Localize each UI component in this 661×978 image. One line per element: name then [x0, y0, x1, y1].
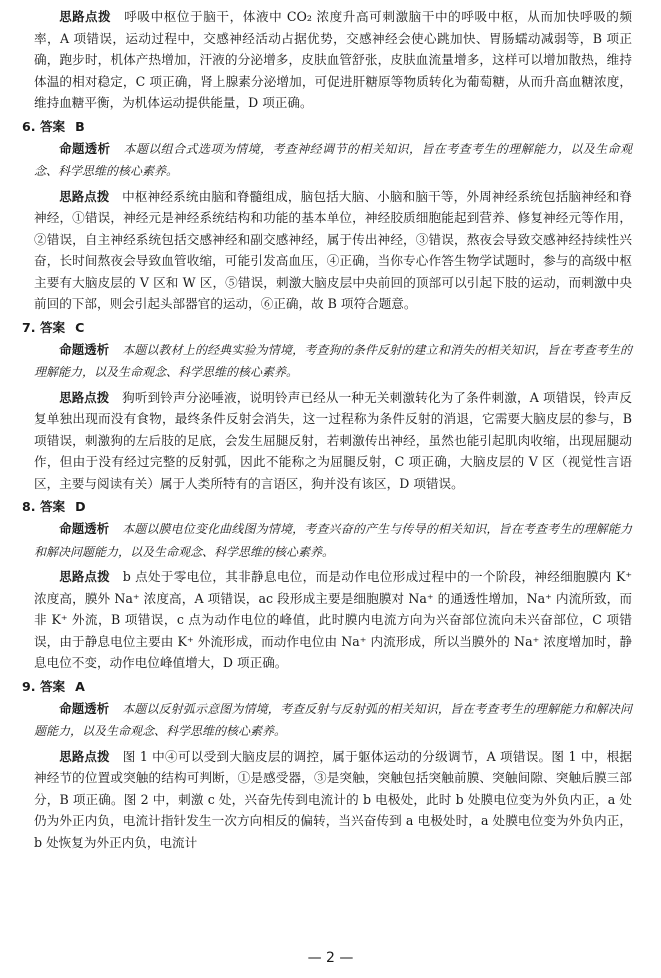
q7-analysis-text: 狗听到铃声分泌唾液，说明铃声已经从一种无关刺激转化为了条件刺激，A 项错误，铃声反复单独出现而没有食物，最终条件反射会消失，这一过程称为条件反射的消退，它需要大脑皮层的参与，B 项错误，刺激狗的左后肢的足底，会发生屈腿反射，若刺激传出神经，虽然也能引起肌肉收缩，出现屈腿动作，但由于没有经过完整的反射弧，因此不能称之为屈腿反射，C 项正确，大脑皮层的 V 区（视觉性言语区，主要与阅读有关）属于人类所特有的言语区，狗并没有该区，D 项错误。	[34, 389, 633, 491]
analysis-label: 思路点拨	[59, 748, 110, 764]
q5-analysis-text: 呼吸中枢位于脑干，体液中 CO₂ 浓度升高可刺激脑干中的呼吸中枢，从而加快呼吸的频率，A 项错误，运动过程中，交感神经活动占据优势，交感神经会使心跳加快、胃肠蠕动减弱等，B 项正确，跑步时，机体产热增加，汗液的分泌增多，皮肤血管舒张，皮肤血流量增多，这样可以增加散热，维持体温的相对稳定，C 项正确，肾上腺素分泌增加，可促进肝糖原等物质转化为葡萄糖，从而升高血糖浓度，维持血糖平衡，为机体运动提供能量，D 项正确。	[34, 9, 633, 110]
q7-analysis	[34, 387, 632, 495]
answer-label: 答案	[39, 118, 66, 134]
q8-number: 8.	[22, 499, 36, 514]
q6-answer: B	[75, 118, 85, 134]
q9-answer: A	[75, 678, 85, 694]
q9-analysis-text: 图 1 中④可以受到大脑皮层的调控，属于躯体运动的分级调节，A 项错误。图 1 中，根据神经节的位置或突触的结构可判断，①是感受器，③是突触，突触包括突触前膜、突触间隙、突触后膜三部分，B 项正确。图 2 中，刺激 c 处，兴奋先传到电流计的 b 电极处，此时 b 处膜电位变为外负内正，a 处仍为外正内负，电流计指针发生一次方向相反的偏转，当兴奋传到 a 电极处时，a 处膜电位变为外负内正，b 处恢复为外正内负，电流计	[34, 748, 633, 850]
analysis-label: 思路点拨	[59, 389, 110, 405]
q5-analysis	[34, 6, 632, 114]
q8-intent-text: 本题以膜电位变化曲线图为情境，考查兴奋的产生与传导的相关知识，旨在考查考生的理解能力和解决问题能力，以及生命观念、科学思维的核心素养。	[34, 522, 633, 559]
q8-analysis	[34, 566, 632, 674]
answer-text	[22, 6, 633, 853]
q8-answer-heading	[22, 496, 632, 517]
q6-number: 6.	[22, 118, 36, 134]
q9-intent	[34, 698, 632, 743]
intent-label: 命题透析	[59, 341, 110, 357]
q6-analysis	[34, 186, 632, 315]
q8-answer: D	[75, 499, 86, 514]
analysis-label: 思路点拨	[59, 569, 110, 584]
intent-label: 命题透析	[59, 521, 110, 536]
answer-label: 答案	[39, 678, 66, 694]
q8-analysis-text: b 点处于零电位，其非静息电位，而是动作电位形成过程中的一个阶段，神经细胞膜内 K⁺ 浓度高，膜外 Na⁺ 浓度高，A 项错误，ac 段形成主要是细胞膜对 Na⁺ 的通透性增加，Na⁺ 内流所致，而非 K⁺ 外流，B 项错误，c 点为动作电位的峰值，此时膜内电流方向为兴奋部位流向未兴奋部位，C 项错误，由于静息电位主要由 K⁺ 外流形成，而动作电位由 Na⁺ 内流形成，所以当膜外的 Na⁺ 浓度增加时，静息电位不变，动作电位峰值增大，D 项正确。	[34, 569, 633, 670]
q9-answer-heading	[22, 676, 632, 697]
intent-label: 命题透析	[59, 700, 110, 716]
q7-number: 7.	[22, 319, 36, 335]
page-number: — 2 —	[307, 950, 354, 966]
analysis-label: 思路点拨	[59, 188, 110, 204]
q9-intent-text: 本题以反射弧示意图为情境，考查反射与反射弧的相关知识，旨在考查考生的理解能力和解决问题能力，以及生命观念、科学思维的核心素养。	[34, 701, 633, 738]
answer-label: 答案	[39, 319, 66, 335]
q6-answer-heading	[22, 116, 632, 137]
q9-number: 9.	[22, 678, 36, 694]
q7-answer-heading	[22, 317, 632, 338]
analysis-label: 思路点拨	[59, 9, 112, 24]
answer-label: 答案	[39, 499, 66, 514]
q7-answer: C	[75, 319, 85, 335]
q7-intent-text: 本题以教材上的经典实验为情境，考查狗的条件反射的建立和消失的相关知识，旨在考查考生的理解能力，以及生命观念、科学思维的核心素养。	[34, 342, 633, 379]
intent-label: 命题透析	[59, 140, 111, 156]
q6-intent	[34, 138, 632, 183]
q6-analysis-text: 中枢神经系统由脑和脊髓组成，脑包括大脑、小脑和脑干等，外周神经系统包括脑神经和脊神经，①错误，神经元是神经系统结构和功能的基本单位，神经胶质细胞能起到营养、修复神经元等作用，②错误，自主神经系统包括交感神经和副交感神经，属于传出神经，③错误，熬夜会导致交感神经持续性兴奋，长时间熬夜会导致血管收缩，可能引发高血压，④正确，当你专心作答生物学试题时，参与的高级中枢主要有大脑皮层的 V 区和 W 区，⑤错误，刺激大脑皮层中央前回的顶部可以引起下肢的运动，而刺激中央前回的下部，则会引起头部器官的运动，⑥正确，故 B 项符合题意。	[34, 188, 633, 311]
q8-intent	[34, 518, 632, 563]
q7-intent	[34, 339, 632, 384]
q6-intent-text: 本题以组合式选项为情境，考查神经调节的相关知识，旨在考查考生的理解能力，以及生命观念、科学思维的核心素养。	[34, 141, 633, 178]
q9-analysis	[34, 746, 632, 854]
